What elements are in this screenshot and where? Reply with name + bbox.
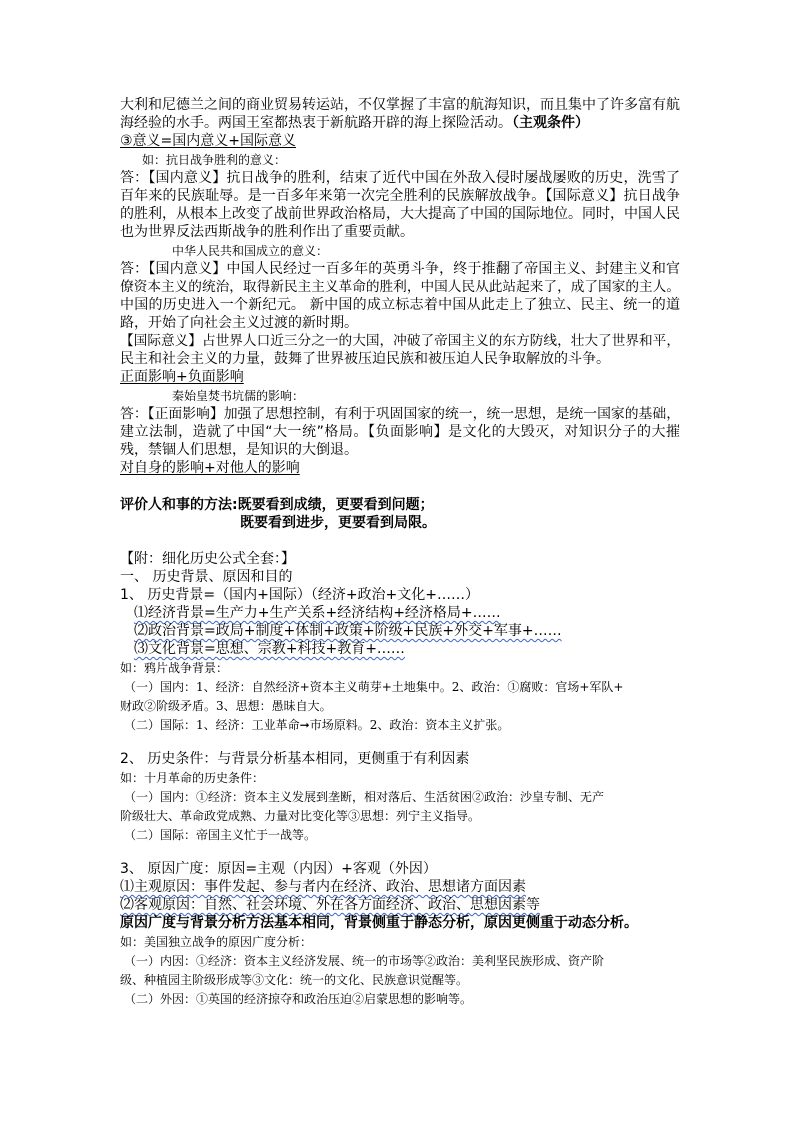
text-line: 答：【国内意义】抗日战争的胜利，结束了近代中国在外敌入侵时屡战屡败的历史，洗雪了	[120, 170, 680, 186]
text-line: 百年来的民族耻辱。是一百多年来第一次完全胜利的民族解放战争。【国际意义】抗日战争	[120, 188, 680, 204]
text-line: 也为世界反法西斯战争的胜利作出了重要贡献。	[120, 224, 414, 240]
example-line: 财政②阶级矛盾。3、思想：愚昧自大。	[120, 699, 332, 713]
text-line: 答：【国内意义】中国人民经过一百多年的英勇斗争，终于推翻了帝国主义、封建主义和官	[120, 261, 680, 277]
example-line: （二）外因：①英国的经济掠夺和政治压迫②启蒙思想的影响等。	[124, 992, 473, 1006]
section-heading: 对自身的影响+对他人的影响	[120, 460, 300, 476]
example-label: 如：鸦片战争背景：	[120, 661, 229, 675]
example-line: （一）国内：1、经济：自然经济+资本主义萌芽+土地集中。2、政治：①腐败：官场+军队+	[124, 680, 624, 694]
example-line: 阶级壮大、革命政党成熟、力量对比变化等③思想：列宁主义指导。	[120, 809, 481, 823]
text-line: 中国的历史进入一个新纪元。 新中国的成立标志着中国从此走上了独立、民主、统一的道	[120, 297, 680, 313]
example-line: （一）内因：①经济：资本主义经济发展、统一的市场等②政治：美利坚民族形成、资产阶	[124, 954, 605, 968]
method-heading: 评价人和事的方法:既要看到成绩，更要看到问题；	[120, 497, 434, 513]
example-line: （一）国内：①经济：资本主义发展到垄断，相对落后、生活贫困②政治：沙皇专制、无产	[124, 790, 605, 804]
method-note: 原因广度与背景分析方法基本相同，背景侧重于静态分析，原因更侧重于动态分析。	[120, 915, 638, 931]
text-line: 路，开始了向社会主义过渡的新时期。	[120, 315, 358, 331]
method-heading: 既要看到进步，更要看到局限。	[240, 515, 436, 531]
formula-line: ⑵客观原因：自然、社会环境、外在各方面经济、政治、思想因素等	[120, 897, 540, 913]
example-label: 如：抗日战争胜利的意义：	[142, 153, 287, 167]
text-line	[120, 114, 589, 132]
example-label: 中华人民共和国成立的意义：	[172, 244, 329, 258]
formula-line: ⑴经济背景=生产力+生产关系+经济结构+经济格局+……	[134, 605, 501, 621]
item-heading: 3、 原因广度：原因=主观（内因）+客观（外因）	[120, 861, 437, 877]
example-label: 如：十月革命的历史条件：	[120, 771, 265, 785]
section-heading: ③意义=国内意义+国际意义	[120, 133, 297, 149]
text-line: 的胜利，从根本上改变了战前世界政治格局，大大提高了中国的国际地位。同时，中国人民	[120, 206, 680, 222]
item-heading: 2、 历史条件：与背景分析基本相同，更侧重于有利因素	[120, 751, 470, 767]
formula-line: ⑵政治背景=政局+制度+体制+政策+阶级+民族+外交+军事+……	[134, 623, 562, 639]
example-label: 如：美国独立战争的原因广度分析：	[120, 935, 313, 949]
example-line: （二）国际：帝国主义忙于一战等。	[124, 828, 317, 842]
text-line: 残，禁锢人们思想，是知识的大倒退。	[120, 442, 358, 458]
text-line: 【国际意义】占世界人口近三分之一的大国，冲破了帝国主义的东方防线，壮大了世界和平，	[120, 333, 680, 349]
example-line: （二）国际：1、经济：工业革命➞市场原料。2、政治：资本主义扩张。	[124, 718, 510, 732]
appendix-title: 【附：细化历史公式全套：】	[120, 551, 295, 567]
text-line: 僚资本主义的统治，取得新民主主义革命的胜利，中国人民从此站起来了，成了国家的主人。	[120, 279, 680, 295]
text-line: 大利和尼德兰之间的商业贸易转运站，不仅掌握了丰富的航海知识，而且集中了许多富有航	[120, 97, 680, 113]
formula-line: ⑴主观原因：事件发起、参与者内在经济、政治、思想诸方面因素	[120, 879, 526, 895]
section-heading: 正面影响+负面影响	[120, 369, 244, 385]
text-line: 答：【正面影响】加强了思想控制，有利于巩固国家的统一，统一思想，是统一国家的基础，	[120, 406, 681, 422]
item-heading: 1、 历史背景=（国内+国际）（经济+政治+文化+……）	[120, 587, 480, 603]
text-span: 海经验的水手。两国王室都热衷于新航路开辟的海上探险活动。	[120, 115, 512, 131]
example-line: 级、种植园主阶级形成等③文化：统一的文化、民族意识觉醒等。	[120, 973, 469, 987]
chapter-heading: 一、 历史背景、原因和目的	[120, 569, 293, 585]
text-line: 建立法制，造就了中国“大一统”格局。【负面影响】是文化的大毁灭，对知识分子的大摧	[120, 424, 680, 440]
text-line: 民主和社会主义的力量，鼓舞了世界被压迫民族和被压迫人民争取解放的斗争。	[120, 351, 610, 367]
example-label: 秦始皇焚书坑儒的影响：	[172, 389, 305, 403]
formula-line: ⑶文化背景=思想、宗教+科技+教育+……	[134, 641, 405, 657]
bold-note: （主观条件）	[512, 115, 589, 131]
